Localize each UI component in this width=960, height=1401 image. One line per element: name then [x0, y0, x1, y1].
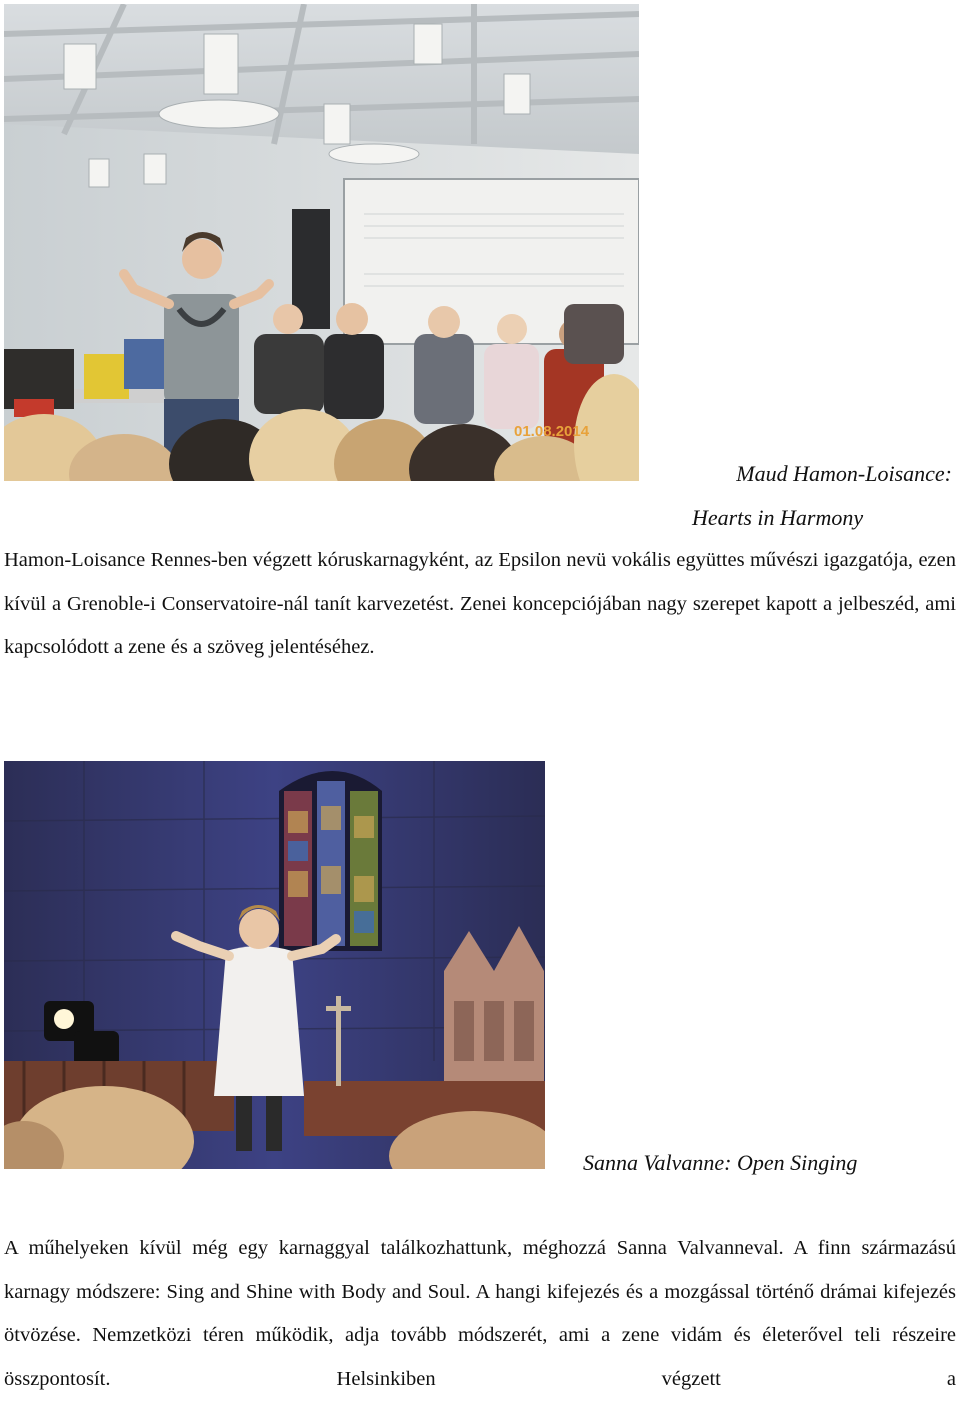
classroom-photo-illustration [4, 4, 639, 481]
classroom-photo [4, 4, 639, 481]
church-performance-photo [4, 761, 545, 1169]
body-paragraph-2: A műhelyeken kívül még egy karnaggyal találkozhattunk, méghozzá Sanna Valvanneval. A finn származású karnagy módszere: Sing and Shine with Body and Soul. A hangi kifejezés és a mozgással történő drámai kifejezés ötvözése. Nemzetközi téren működik, adja tovább módszerét, ami a zene vidám és életerővel teli részeire összpontosít. Helsinkiben végzett a [4, 1237, 956, 1390]
figure1-caption-line2: Hearts in Harmony [692, 505, 864, 530]
figure1-caption-line1: Maud Hamon-Loisance: [736, 461, 952, 486]
body-paragraph-1: Hamon-Loisance Rennes-ben végzett kóruskarnagyként, az Epsilon nevü vokális együttes művészi igazgatója, ezen kívül a Grenoble-i Conservatoire-nál tanít karvezetést. Zenei koncepciójában nagy szerepet kapott a jelbeszéd, ami kapcsolódott a zene és a szöveg jelentéséhez. [4, 549, 956, 658]
photo-date-stamp: 01.08.2014 [514, 423, 590, 440]
figure2-caption: Sanna Valvanne: Open Singing [583, 1150, 858, 1175]
church-photo-illustration [4, 761, 545, 1169]
